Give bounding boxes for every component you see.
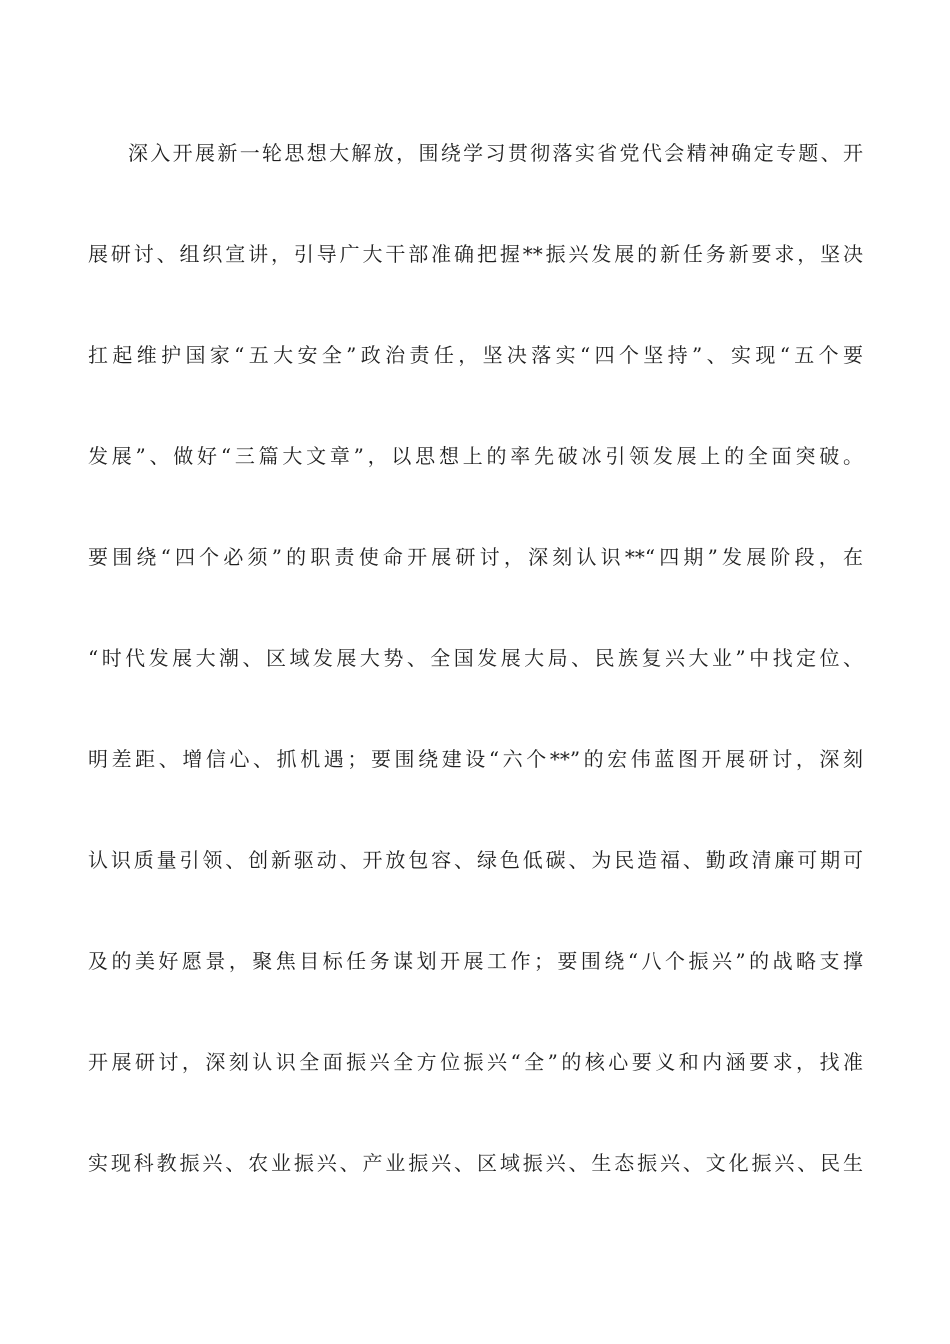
text-line: 认识质量引领、创新驱动、开放包容、绿色低碳、为民造福、勤政清廉可期可 <box>88 848 863 872</box>
text-line: 要围绕“四个必须”的职责使命开展研讨，深刻认识**“四期”发展阶段，在 <box>88 545 863 569</box>
body-text <box>88 128 863 1239</box>
text-line: 开展研讨，深刻认识全面振兴全方位振兴“全”的核心要义和内涵要求，找准 <box>88 1050 863 1074</box>
text-line: 展研讨、组织宣讲，引导广大干部准确把握**振兴发展的新任务新要求，坚决 <box>88 242 863 266</box>
text-line: 扛起维护国家“五大安全”政治责任，坚决落实“四个坚持”、实现“五个要 <box>88 343 863 367</box>
text-line: 明差距、增信心、抓机遇；要围绕建设“六个**”的宏伟蓝图开展研讨，深刻 <box>88 747 863 771</box>
text-line: 发展”、做好“三篇大文章”，以思想上的率先破冰引领发展上的全面突破。 <box>88 444 863 468</box>
text-line: “时代发展大潮、区域发展大势、全国发展大局、民族复兴大业”中找定位、 <box>88 646 863 670</box>
text-line: 深入开展新一轮思想大解放，围绕学习贯彻落实省党代会精神确定专题、开 <box>128 141 863 165</box>
text-line: 实现科教振兴、农业振兴、产业振兴、区域振兴、生态振兴、文化振兴、民生 <box>88 1151 863 1175</box>
text-line: 及的美好愿景，聚焦目标任务谋划开展工作；要围绕“八个振兴”的战略支撑 <box>88 949 863 973</box>
